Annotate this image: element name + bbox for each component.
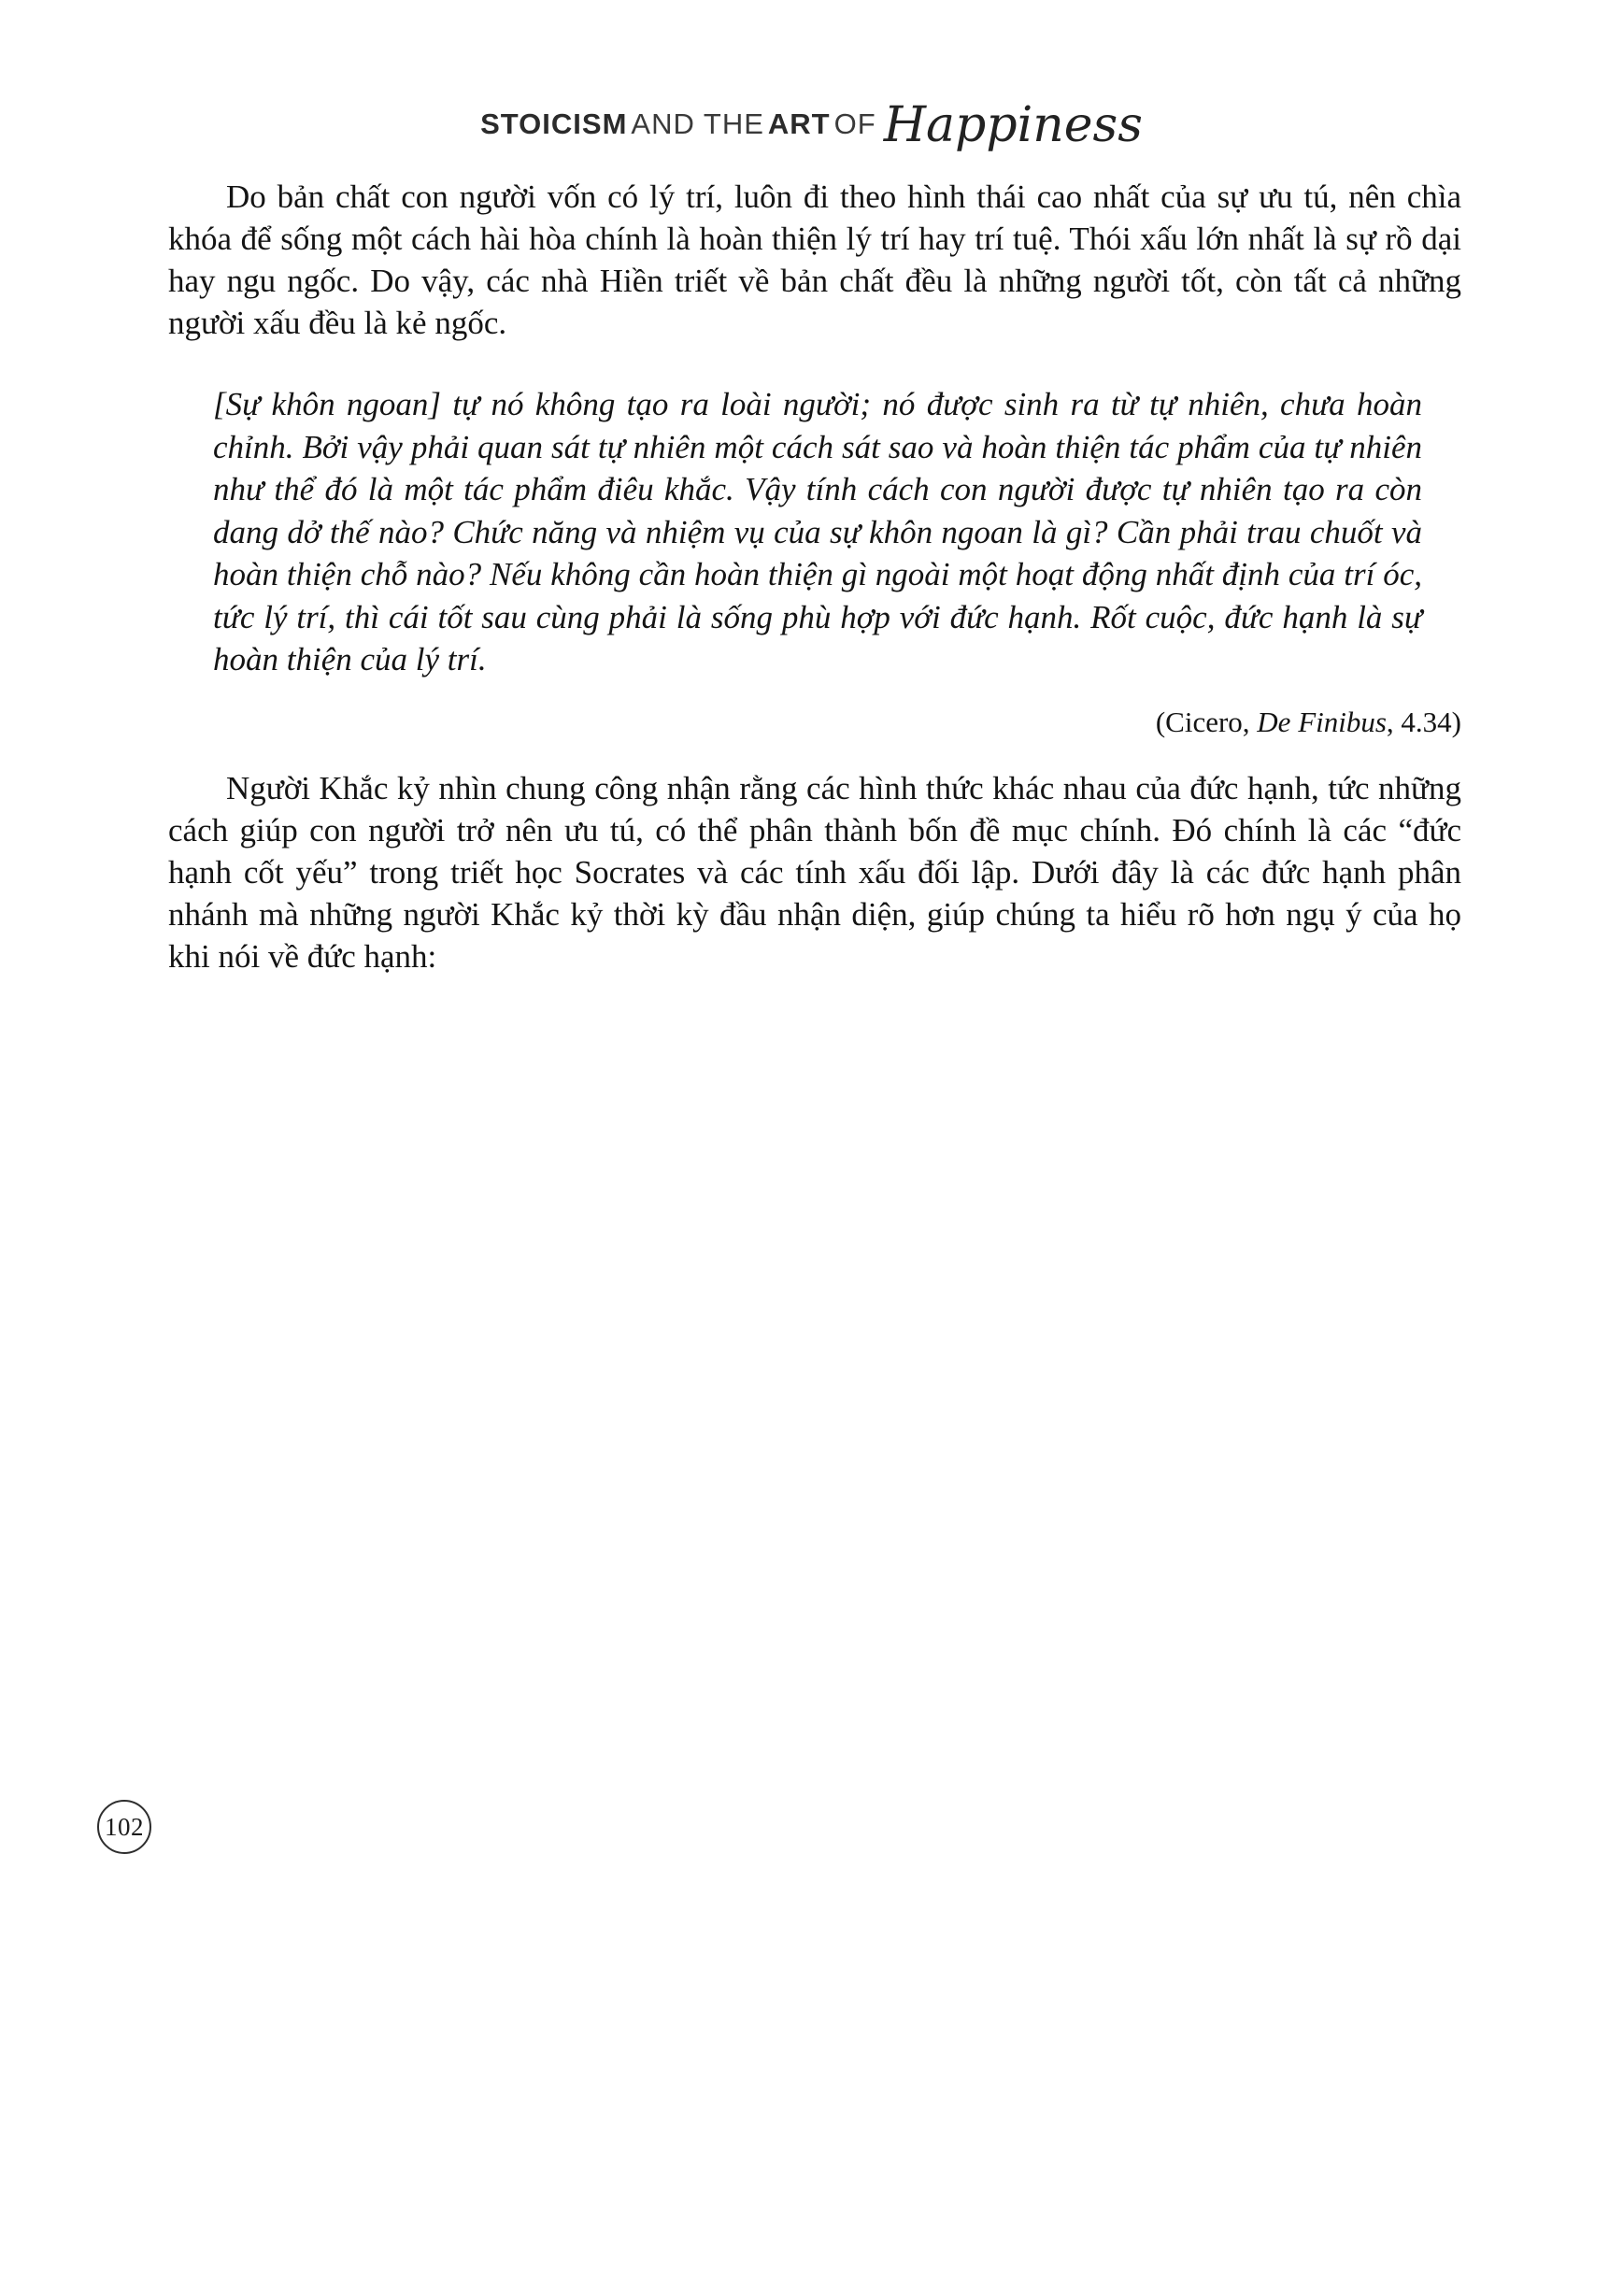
running-head [0, 90, 1623, 153]
page-content [168, 176, 1461, 977]
page-number-badge [97, 1800, 151, 1854]
header-word-of: OF [833, 107, 876, 140]
header-script-happiness: Happiness [883, 97, 1143, 153]
attribution-pre: (Cicero, [1155, 705, 1258, 738]
block-quote: [Sự khôn ngoan] tự nó không tạo ra loài người; nó được sinh ra từ tự nhiên, chưa hoàn chỉnh. Bởi vậy phải quan sát tự nhiên một cách sát sao và hoàn thiện tác phẩm của tự nhiên như thể đó là một tác phẩm điêu khắc. Vậy tính cách con người được tự nhiên tạo ra còn dang dở thế nào? Chức năng và nhiệm vụ của sự khôn ngoan là gì? Cần phải trau chuốt và hoàn thiện chỗ nào? Nếu không cần hoàn thiện gì ngoài một hoạt động nhất định của trí óc, tức lý trí, thì cái tốt sau cùng phải là sống phù hợp với đức hạnh. Rốt cuộc, đức hạnh là sự hoàn thiện của lý trí. [213, 386, 1422, 677]
attribution-work-title: De Finibus [1257, 705, 1387, 738]
quote-attribution [168, 706, 1461, 739]
attribution-post: , 4.34) [1386, 705, 1461, 738]
paragraph-1: Do bản chất con người vốn có lý trí, luôn đi theo hình thái cao nhất của sự ưu tú, nên chìa khóa để sống một cách hài hòa chính là hoàn thiện lý trí hay trí tuệ. Thói xấu lớn nhất là sự rồ dại hay ngu ngốc. Do vậy, các nhà Hiền triết về bản chất đều là những người tốt, còn tất cả những người xấu đều là kẻ ngốc. [168, 178, 1461, 341]
header-word-art: ART [767, 107, 831, 140]
header-word-and-the: AND THE [631, 107, 764, 140]
paragraph-2: Người Khắc kỷ nhìn chung công nhận rằng các hình thức khác nhau của đức hạnh, tức những cách giúp con người trở nên ưu tú, có thể phân thành bốn đề mục chính. Đó chính là các “đức hạnh cốt yếu” trong triết học Socrates và các tính xấu đối lập. Dưới đây là các đức hạnh phân nhánh mà những người Khắc kỷ thời kỳ đầu nhận diện, giúp chúng ta hiểu rõ hơn ngụ ý của họ khi nói về đức hạnh: [168, 769, 1461, 975]
page-number: 102 [105, 1812, 144, 1841]
header-word-stoicism: STOICISM [480, 107, 628, 140]
